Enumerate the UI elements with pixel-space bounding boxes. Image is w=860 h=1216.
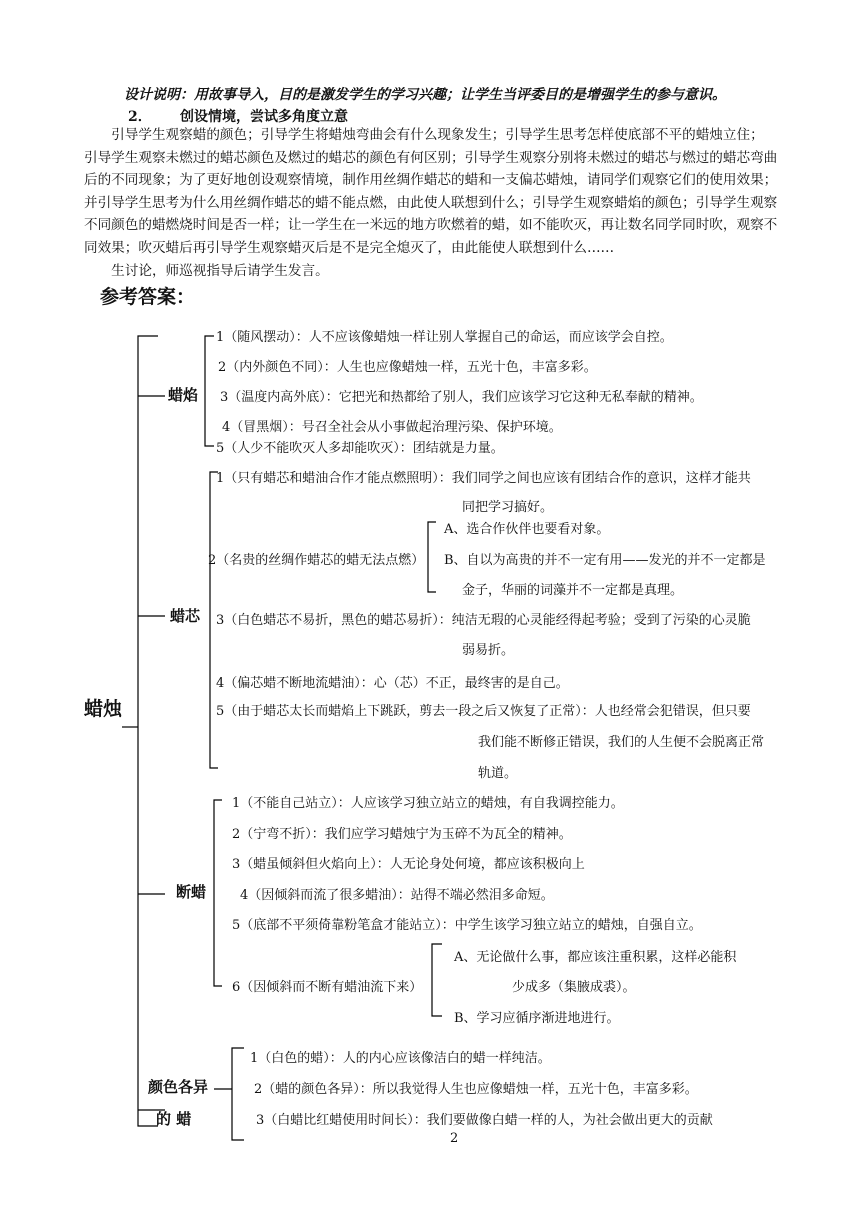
design-note: 设计说明：用故事导入，目的是激发学生的学习兴趣；让学生当评委目的是增强学生的参与意识。 [124, 87, 726, 103]
group-label-flame: 蜡焰 [168, 386, 199, 404]
paragraph-line: 后的不同现象；为了更好地创设观察情境，制作用丝绸作蜡芯的蜡和一支偏芯蜡烛，请同学们观察它们的使用效果； [84, 172, 778, 189]
paragraph-line: 引导学生观察蜡的颜色；引导学生将蜡烛弯曲会有什么现象发生；引导学生思考怎样使底部不平的蜡烛立住； [84, 127, 764, 143]
broken-item-6-b: B、学习应循序渐进地进行。 [454, 1011, 620, 1026]
paragraph-line: 引导学生观察未燃过的蜡芯颜色及燃过的蜡芯的颜色有何区别；引导学生观察分别将未燃过的蜡芯与燃过的蜡芯弯曲 [84, 149, 778, 166]
reference-heading: 参考答案： [100, 286, 196, 308]
paragraph-line: 不同颜色的蜡燃烧时间是否一样；让一学生在一米远的地方吹燃着的蜡，如不能吹灭，再让数名同学同时吹，观察不 [84, 217, 778, 234]
broken-item-4: 4（因倾斜而流了很多蜡油）：站得不端必然泪多命短。 [240, 888, 554, 903]
wick-item-1-cont: 同把学习搞好。 [462, 500, 554, 515]
wick-sub-bracket [428, 522, 436, 592]
section-title: 创设情境，尝试多角度立意 [180, 109, 348, 125]
wick-item-2-a: A、选合作伙伴也要看对象。 [444, 522, 610, 537]
wick-item-2: 2（名贵的丝绸作蜡芯的蜡无法点燃） [208, 553, 425, 568]
flame-item-3: 3（温度内高外底）：它把光和热都给了别人，我们应该学习它这种无私奉献的精神。 [220, 390, 703, 405]
group-label-colors-2: 的 蜡 [156, 1110, 192, 1128]
broken-item-6-a-cont: 少成多（集腋成裘）。 [512, 980, 636, 995]
broken-item-3: 3（蜡虽倾斜但火焰向上）：人无论身处何境，都应该积极向上 [232, 857, 585, 872]
flame-item-2: 2（内外颜色不同）：人生也应像蜡烛一样，五光十色，丰富多彩。 [218, 360, 597, 375]
paragraph-line: 并引导学生思考为什么用丝绸作蜡芯的蜡不能点燃，由此使人联想到什么；引导学生观察蜡焰的颜色；引导学生观察 [84, 194, 778, 211]
wick-item-4: 4（偏芯蜡不断地流蜡油）：心（芯）不正，最终害的是自己。 [216, 676, 569, 691]
page-number: 2 [450, 1131, 459, 1146]
colors-bracket [232, 1048, 244, 1140]
broken-sub-bracket [432, 944, 442, 1016]
group-label-colors: 颜色各异 [148, 1078, 209, 1096]
broken-item-6: 6（因倾斜而不断有蜡油流下来） [232, 980, 423, 995]
wick-item-3: 3（白色蜡芯不易折，黑色的蜡芯易折）：纯洁无瑕的心灵能经得起考验；受到了污染的心灵脆 [216, 613, 751, 628]
colors-item-3: 3（白蜡比红蜡使用时间长）：我们要做像白蜡一样的人，为社会做出更大的贡献 [256, 1113, 713, 1128]
discussion-line: 生讨论，师巡视指导后请学生发言。 [84, 262, 329, 279]
wick-item-5-cont2: 轨道。 [478, 766, 518, 781]
wick-item-2-b-cont: 金子，华丽的词藻并不一定都是真理。 [462, 583, 684, 598]
colors-item-1: 1（白色的蜡）：人的内心应该像洁白的蜡一样纯洁。 [250, 1051, 551, 1066]
broken-bracket [214, 800, 222, 986]
wick-item-5: 5（由于蜡芯太长而蜡焰上下跳跃，剪去一段之后又恢复了正常）：人也经常会犯错误，但只要 [216, 704, 751, 719]
wick-item-1: 1（只有蜡芯和蜡油合作才能点燃照明）：我们同学之间也应该有团结合作的意识，这样才能共 [216, 471, 751, 486]
root-label: 蜡烛 [84, 698, 123, 720]
group-label-wick: 蜡芯 [170, 607, 201, 625]
flame-bracket [205, 336, 214, 446]
group-label-broken: 断蜡 [176, 883, 207, 901]
broken-item-6-a: A、无论做什么事，都应该注重积累，这样必能积 [454, 950, 737, 965]
wick-item-5-cont: 我们能不断修正错误，我们的人生便不会脱离正常 [478, 735, 765, 750]
flame-item-5: 5（人少不能吹灭人多却能吹灭）：团结就是力量。 [216, 441, 504, 456]
wick-item-3-cont: 弱易折。 [462, 643, 515, 658]
root-bracket [138, 336, 158, 1126]
colors-item-2: 2（蜡的颜色各异）：所以我觉得人生也应像蜡烛一样，五光十色，丰富多彩。 [254, 1082, 698, 1097]
broken-item-5: 5（底部不平须倚靠粉笔盒才能站立）：中学生该学习独立站立的蜡烛，自强自立。 [232, 918, 702, 933]
broken-item-1: 1（不能自己站立）：人应该学习独立站立的蜡烛，有自我调控能力。 [232, 796, 624, 811]
section-number: 2． [128, 109, 152, 125]
wick-item-2-b: B、自以为高贵的并不一定有用——发光的并不一定都是 [444, 553, 766, 568]
flame-item-1: 1（随风摆动）：人不应该像蜡烛一样让别人掌握自己的命运，而应该学会自控。 [216, 330, 673, 345]
flame-item-4: 4（冒黑烟）：号召全社会从小事做起治理污染、保护环境。 [222, 420, 562, 435]
paragraph-line: 同效果；吹灭蜡后再引导学生观察蜡灭后是不是完全熄灭了，由此能使人联想到什么…… [84, 239, 615, 256]
broken-item-2: 2（宁弯不折）：我们应学习蜡烛宁为玉碎不为瓦全的精神。 [232, 827, 572, 842]
